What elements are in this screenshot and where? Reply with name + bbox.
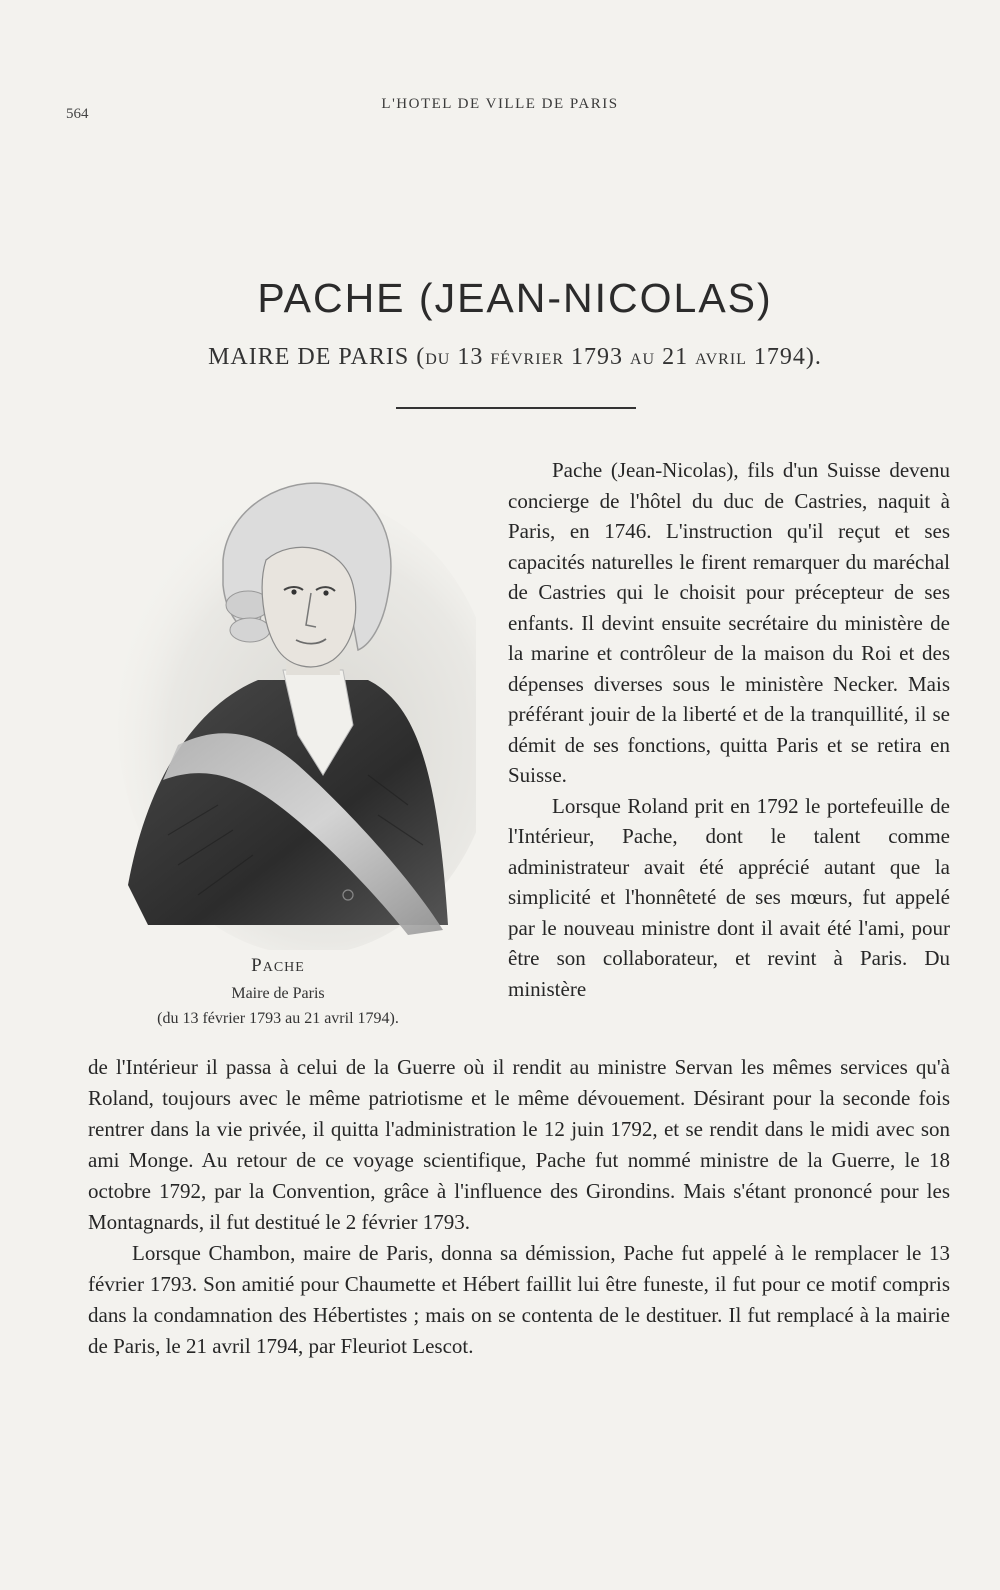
- page-title: PACHE (JEAN-NICOLAS): [257, 275, 773, 321]
- subtitle-day2: 21: [655, 344, 696, 370]
- engraved-portrait-icon: [108, 475, 476, 950]
- portrait-caption-dates: (du 13 février 1793 au 21 avril 1794).: [157, 1010, 399, 1027]
- column-text: [508, 455, 950, 1004]
- paragraph-3: Lorsque Chambon, maire de Paris, donna sa démission, Pache fut appelé à le remplacer le 13 février 1793. Son amitié pour Chaumette et Hébert faillit lui être funeste, il fut pour ce motif compris dans la condamnation des Hébertistes ; mais on se contenta de le destituer. Il fut remplacé à la mairie de Paris, le 21 avril 1794, par Fleuriot Lescot.: [88, 1241, 950, 1358]
- portrait-caption-role: Maire de Paris: [231, 985, 325, 1002]
- portrait-caption-name: [98, 955, 458, 977]
- subtitle-day1: 13: [450, 344, 491, 370]
- subtitle-year2: 1794).: [746, 344, 822, 370]
- page-subtitle: [0, 344, 1000, 371]
- subtitle-month2: AVRIL: [695, 351, 747, 368]
- paragraph-1: Pache (Jean-Nicolas), fils d'un Suisse devenu concierge de l'hôtel du duc de Castries, naquit à Paris, en 1746. L'instruction qu'il reçut et ses capacités naturelles le firent remarquer du maréchal de Castries qui le choisit pour précepteur de ses enfants. Il devint ensuite secrétaire du ministère de la marine et contrôleur de la maison du Roi et des dépenses diverses sous le ministère Necker. Mais préférant jouir de la liberté et de la tranquillité, il se démit de ses fonctions, quitta Paris et se retira en Suisse.: [508, 458, 950, 787]
- subtitle-main: MAIRE DE PARIS (: [208, 344, 426, 370]
- subtitle-month1: FÉVRIER: [490, 351, 564, 368]
- page-number: 564: [66, 106, 89, 122]
- caption-initial: P: [251, 955, 263, 976]
- running-title: L'HOTEL DE VILLE DE PARIS: [381, 96, 619, 112]
- title-rule: [396, 407, 636, 409]
- paragraph-2-continued: de l'Intérieur il passa à celui de la Guerre où il rendit au ministre Servan les mêmes services qu'à Roland, toujours avec le même patriotisme et le même dévouement. Désirant pour la seconde fois rentrer dans la vie privée, il quitta l'administration le 12 juin 1792, et se rendit dans le midi avec son ami Monge. Au retour de ce voyage scientifique, Pache fut nommé ministre de la Guerre, le 18 octobre 1792, par la Convention, grâce à l'influence des Girondins. Mais s'étant prononcé pour les Montagnards, il fut destitué le 2 février 1793.: [88, 1055, 950, 1234]
- caption-rest: ACHE: [262, 960, 305, 975]
- subtitle-year1: 1793: [563, 344, 630, 370]
- subtitle-au: AU: [629, 351, 656, 368]
- full-width-text: [88, 1052, 950, 1362]
- paragraph-2-start: Lorsque Roland prit en 1792 le portefeuille de l'Intérieur, Pache, dont le talent comme administrateur avait été apprécié autant que la simplicité et l'honnêteté de ses mœurs, fut appelé par le nouveau ministre dont il avait été l'ami, pour être son collaborateur, et revint à Paris. Du ministère: [508, 793, 950, 1001]
- subtitle-du: DU: [425, 351, 451, 368]
